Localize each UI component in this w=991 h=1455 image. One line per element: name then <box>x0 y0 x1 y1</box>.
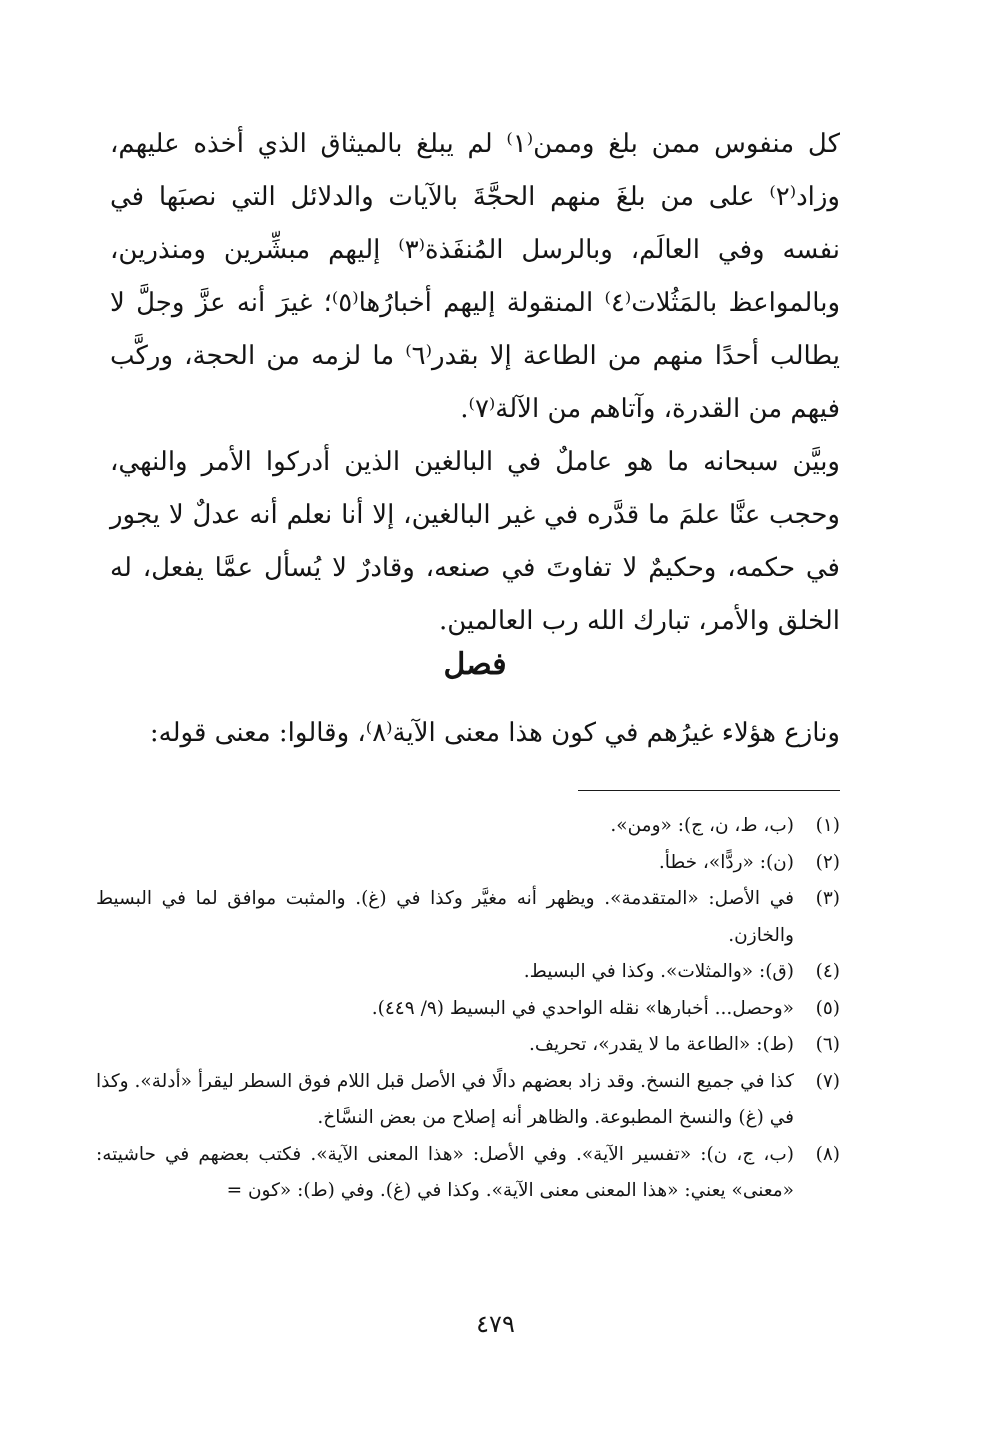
footnote-number: (٧) <box>815 1070 840 1092</box>
footnote <box>96 1137 840 1210</box>
section-first-line: ونازع هؤلاء غيرُهم في كون هذا معنى الآية⁽٨⁾، وقالوا: معنى قوله: <box>149 718 840 748</box>
footnote <box>96 954 840 991</box>
footnote-number: (٤) <box>815 961 840 982</box>
footnote-number: (٣) <box>815 888 840 909</box>
footnote <box>96 991 840 1028</box>
main-text <box>110 118 840 648</box>
footnote-text: (ط): «الطاعة ما لا يقدر»، تحريف. <box>528 1034 794 1055</box>
footnote-number: (١) <box>815 815 840 836</box>
footnote <box>96 881 840 954</box>
page-number: ٤٧٩ <box>476 1310 515 1338</box>
footnote <box>96 1027 840 1064</box>
footnote <box>96 808 840 845</box>
footnote-text: (ق): «والمثلات». وكذا في البسيط. <box>523 961 794 982</box>
footnote-text: (ب، ط، ن، ج): «ومن». <box>610 815 794 836</box>
footnote-text: (ن): «ردًّا»، خطأ. <box>658 851 794 873</box>
paragraph: كل منفوس ممن بلغ وممن⁽١⁾ لم يبلغ بالميثاق الذي أخذه عليهم، وزاد⁽٢⁾ على من بلغَ منهم الحجَّةَ بالآيات والدلائل التي نصبَها في نفسه وفي العالَم، وبالرسل المُنفَذة⁽٣⁾ إليهم مبشِّرين ومنذرين، وبالمواعظ بالمَثُلات⁽٤⁾ المنقولة إليهم أخبارُها⁽٥⁾؛ غيرَ أنه عزَّ وجلَّ لا يطالب أحدًا منهم من الطاعة إلا بقدر⁽٦⁾ ما لزمه من الحجة، وركَّب فيهم من القدرة، وآتاهم من الآلة⁽٧⁾. <box>110 129 840 424</box>
footnote-number: (٢) <box>815 851 840 873</box>
footnote-text: «وحصل... أخبارها» نقله الواحدي في البسيط (٩/ ٤٤٩). <box>371 997 794 1019</box>
footnote-text: في الأصل: «المتقدمة». ويظهر أنه مغيَّر وكذا في (غ). والمثبت موافق لما في البسيط والخازن. <box>96 888 794 946</box>
footnote-number: (٨) <box>815 1143 840 1165</box>
footnote <box>96 1064 840 1137</box>
footnote-text: (ب، ج، ن): «تفسير الآية». وفي الأصل: «هذا المعنى الآية». فكتب بعضهم في حاشيته: «معنى» يعني: «هذا المعنى معنى الآية». وكذا في (غ). وفي (ط): «كون = <box>96 1143 794 1201</box>
paragraph: وبيَّن سبحانه ما هو عاملٌ في البالغين الذين أدركوا الأمر والنهي، وحجب عنَّا علمَ ما قدَّره في غير البالغين، إلا أنا نعلم أنه عدلٌ لا يجور في حكمه، وحكيمٌ لا تفاوتَ في صنعه، وقادرٌ لا يُسأل عمَّا يفعل، له الخلق والأمر، تبارك الله رب العالمين. <box>110 447 840 636</box>
footnote <box>96 845 840 882</box>
footnote-separator <box>578 790 840 791</box>
footnote-text: كذا في جميع النسخ. وقد زاد بعضهم دالًا في الأصل قبل اللام فوق السطر ليقرأ «أدلة». وكذا في (غ) والنسخ المطبوعة. والظاهر أنه إصلاح من بعض النسَّاخ. <box>96 1070 794 1128</box>
section-heading: فصل <box>443 647 507 682</box>
footnote-number: (٦) <box>815 1034 840 1055</box>
footnotes <box>96 808 840 1210</box>
footnote-number: (٥) <box>815 997 840 1019</box>
